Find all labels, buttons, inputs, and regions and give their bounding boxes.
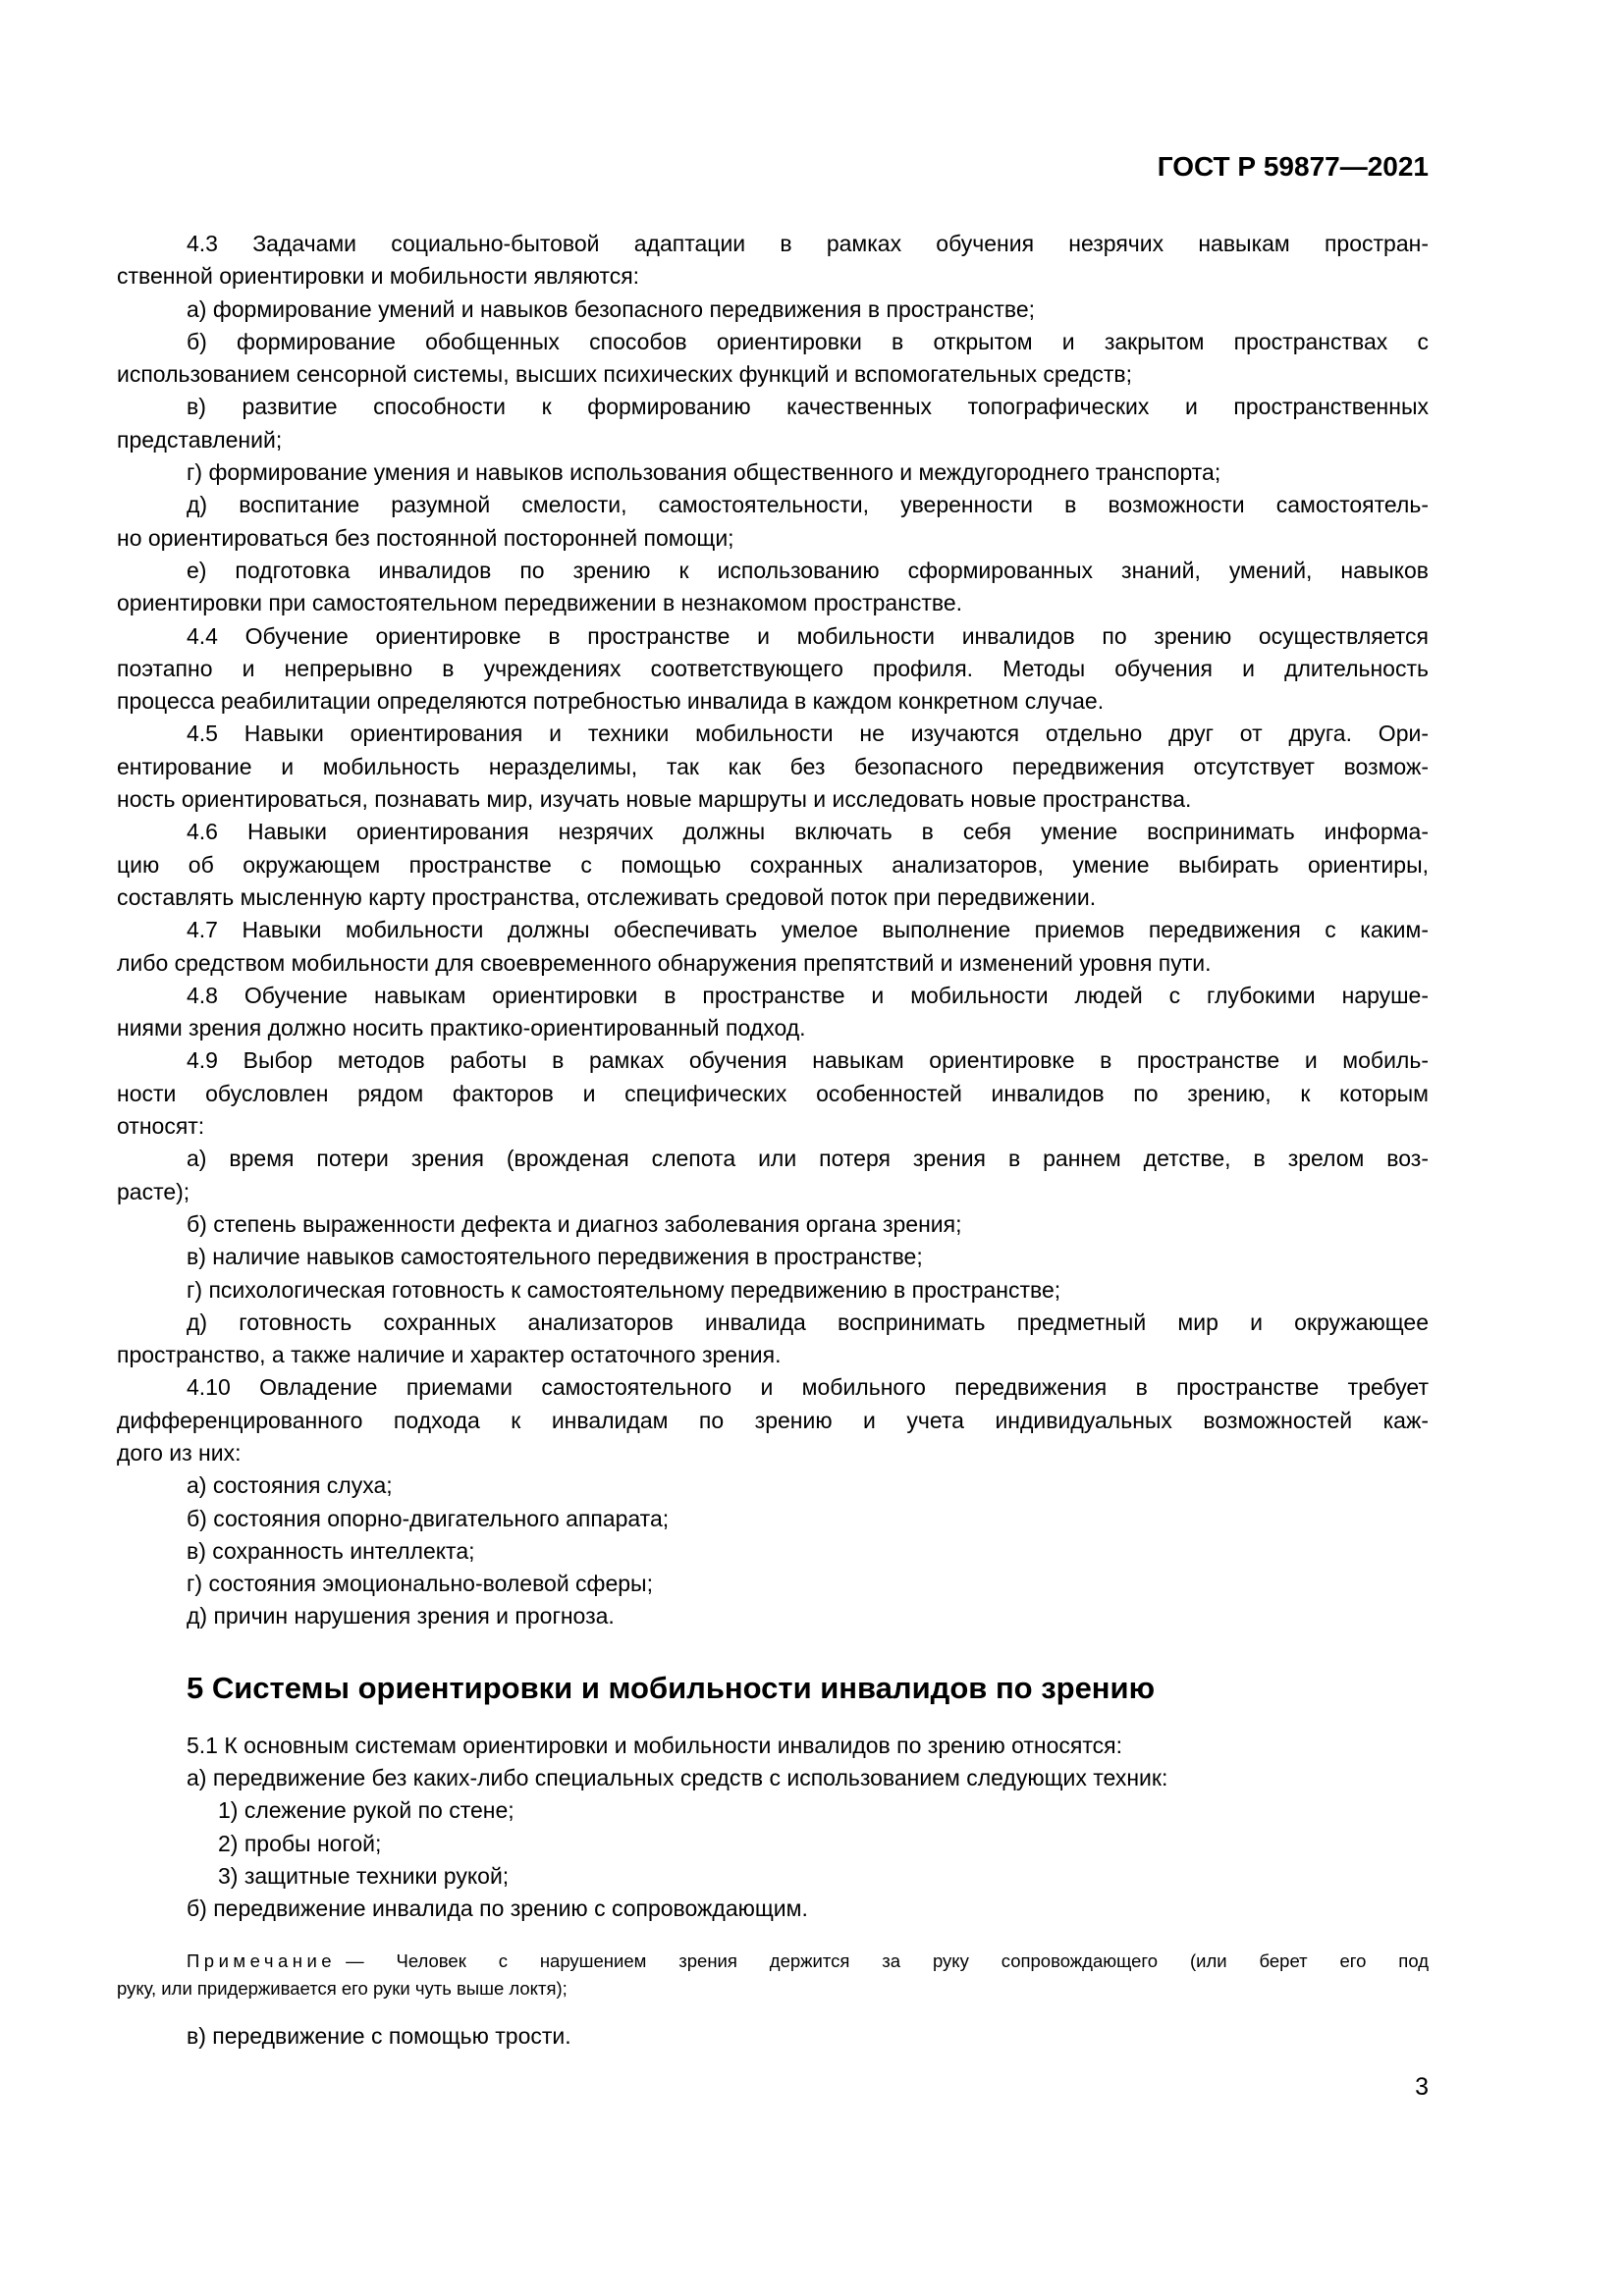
text-line: 2) пробы ногой;: [218, 1830, 382, 1856]
text-line: г) состояния эмоционально-волевой сферы;: [187, 1571, 653, 1597]
section-heading: [117, 1669, 1429, 1708]
paragraph: [117, 228, 1429, 294]
text-line: ниями зрения должно носить практико-ориентированный подход.: [117, 1015, 806, 1041]
text-line: пространство, а также наличие и характер остаточного зрения.: [117, 1342, 782, 1368]
text-line: использованием сенсорной системы, высших психических функций и вспомогательных средств;: [117, 361, 1133, 388]
text-line: представлений;: [117, 426, 283, 453]
text-line: 5.1 К основным системам ориентировки и мобильности инвалидов по зрению относятся:: [187, 1732, 1122, 1758]
text-line: а) состояния слуха;: [187, 1472, 393, 1499]
text-line: расте);: [117, 1178, 190, 1204]
paragraph: [117, 1307, 1429, 1372]
sub-list-item: [117, 1828, 1429, 1860]
text-line: 4.8 Обучение навыкам ориентировки в пространстве и мобильности людей с глубокими наруше-: [187, 982, 1429, 1008]
paragraph: [117, 294, 1429, 326]
paragraph: [117, 326, 1429, 392]
text-line: ность ориентироваться, познавать мир, изучать новые маршруты и исследовать новые пространства.: [117, 786, 1192, 813]
text-line: 4.3 Задачами социально-бытовой адаптации в рамках обучения незрячих навыкам простран-: [187, 231, 1429, 256]
paragraph: [117, 2020, 1429, 2053]
page-number: 3: [1415, 2073, 1429, 2101]
text-line: б) состояния опорно-двигательного аппарата;: [187, 1505, 670, 1531]
text-line: ственной ориентировки и мобильности являются:: [117, 263, 640, 290]
paragraph: [117, 1503, 1429, 1535]
text-line: в) развитие способности к формированию качественных топографических и пространственных: [187, 394, 1429, 420]
text-line: а) время потери зрения (врожденая слепота или потеря зрения в раннем детстве, в зрелом воз-: [187, 1146, 1429, 1172]
text-line: б) формирование обобщенных способов ориентировки в открытом и закрытом пространствах с: [187, 328, 1429, 354]
text-line: ориентировки при самостоятельном передвижении в незнакомом пространстве.: [117, 590, 963, 616]
note-block: [117, 1948, 1429, 2002]
text-line: составлять мысленную карту пространства, отслеживать средовой поток при передвижении.: [117, 883, 1097, 910]
text-line: дого из них:: [117, 1439, 242, 1466]
paragraph: [117, 1600, 1429, 1632]
text-line: а) формирование умений и навыков безопасного передвижения в пространстве;: [187, 295, 1036, 322]
text-line: а) передвижение без каких-либо специальных средств с использованием следующих техник:: [187, 1765, 1168, 1791]
text-line: д) готовность сохранных анализаторов инвалида воспринимать предметный мир и окружающее: [187, 1308, 1429, 1335]
text-line: д) воспитание разумной смелости, самостоятельности, уверенности в возможности самостоятель-: [187, 492, 1429, 518]
paragraph: [117, 489, 1429, 555]
text-line: е) подготовка инвалидов по зрению к использованию сформированных знаний, умений, навыков: [187, 557, 1429, 583]
paragraph: [117, 1274, 1429, 1307]
paragraph: [117, 1535, 1429, 1568]
note-label: Примечание: [187, 1949, 337, 1971]
paragraph: [117, 1208, 1429, 1241]
text-line: 5 Системы ориентировки и мобильности инвалидов по зрению: [187, 1670, 1156, 1705]
paragraph: [117, 555, 1429, 620]
document-code-header: ГОСТ Р 59877—2021: [1157, 151, 1429, 182]
text-line: д) причин нарушения зрения и прогноза.: [187, 1603, 615, 1629]
text-line: 4.5 Навыки ориентирования и техники мобильности не изучаются отдельно друг от друга. Ори-: [187, 721, 1429, 747]
paragraph: [117, 816, 1429, 914]
paragraph: [117, 980, 1429, 1045]
paragraph: [117, 620, 1429, 719]
paragraph: [117, 914, 1429, 980]
sub-list-item: [117, 1794, 1429, 1827]
document-body: [0, 228, 1624, 2053]
text-line: 4.9 Выбор методов работы в рамках обучения навыкам ориентировке в пространстве и мобиль-: [187, 1047, 1429, 1074]
text-line: Примечание — Человек с нарушением зрения держится за руку сопровождающего (или берет его под: [187, 1949, 1429, 1971]
text-line: ентирование и мобильность неразделимы, так как без безопасного передвижения отсутствует возмож-: [117, 753, 1429, 779]
text-line: г) психологическая готовность к самостоятельному передвижению в пространстве;: [187, 1276, 1061, 1303]
text-line: в) наличие навыков самостоятельного передвижения в пространстве;: [187, 1244, 923, 1270]
text-line: г) формирование умения и навыков использования общественного и междугороднего транспорта;: [187, 459, 1221, 486]
text-line: 4.6 Навыки ориентирования незрячих должны включать в себя умение воспринимать информа-: [187, 819, 1429, 845]
paragraph: [117, 1469, 1429, 1502]
text-line: 1) слежение рукой по стене;: [218, 1797, 514, 1824]
paragraph: [117, 456, 1429, 489]
paragraph: [117, 1371, 1429, 1469]
paragraph: [117, 391, 1429, 456]
text-line: в) передвижение с помощью трости.: [187, 2022, 571, 2049]
text-line: 4.4 Обучение ориентировке в пространстве и мобильности инвалидов по зрению осуществляется: [187, 622, 1429, 649]
text-line: б) степень выраженности дефекта и диагноз заболевания органа зрения;: [187, 1210, 962, 1237]
text-line: 4.7 Навыки мобильности должны обеспечивать умелое выполнение приемов передвижения с каким-: [187, 917, 1429, 943]
text-line: руку, или придерживается его руки чуть выше локтя);: [117, 1977, 568, 1999]
paragraph: [117, 1044, 1429, 1143]
paragraph: [117, 1893, 1429, 1925]
paragraph: [117, 1730, 1429, 1762]
text-line: цию об окружающем пространстве с помощью сохранных анализаторов, умение выбирать ориентиры,: [117, 851, 1429, 878]
sub-list-item: [117, 1860, 1429, 1893]
text-line: но ориентироваться без постоянной посторонней помощи;: [117, 524, 734, 551]
text-line: относят:: [117, 1113, 205, 1140]
paragraph: [117, 718, 1429, 816]
text-line: процесса реабилитации определяются потребностью инвалида в каждом конкретном случае.: [117, 688, 1105, 715]
paragraph: [117, 1241, 1429, 1273]
paragraph: [117, 1568, 1429, 1600]
text-line: 3) защитные техники рукой;: [218, 1862, 510, 1889]
text-line: в) сохранность интеллекта;: [187, 1537, 475, 1564]
paragraph: [117, 1762, 1429, 1794]
text-line: 4.10 Овладение приемами самостоятельного и мобильного передвижения в пространстве требует: [187, 1374, 1429, 1401]
text-line: поэтапно и непрерывно в учреждениях соответствующего профиля. Методы обучения и длительность: [117, 655, 1429, 681]
text-line: ности обусловлен рядом факторов и специфических особенностей инвалидов по зрению, к которым: [117, 1080, 1429, 1106]
text-line: дифференцированного подхода к инвалидам по зрению и учета индивидуальных возможностей каж-: [117, 1407, 1429, 1433]
text-line: либо средством мобильности для своевременного обнаружения препятствий и изменений уровня пути.: [117, 949, 1212, 976]
paragraph: [117, 1143, 1429, 1208]
text-line: б) передвижение инвалида по зрению с сопровождающим.: [187, 1896, 808, 1922]
